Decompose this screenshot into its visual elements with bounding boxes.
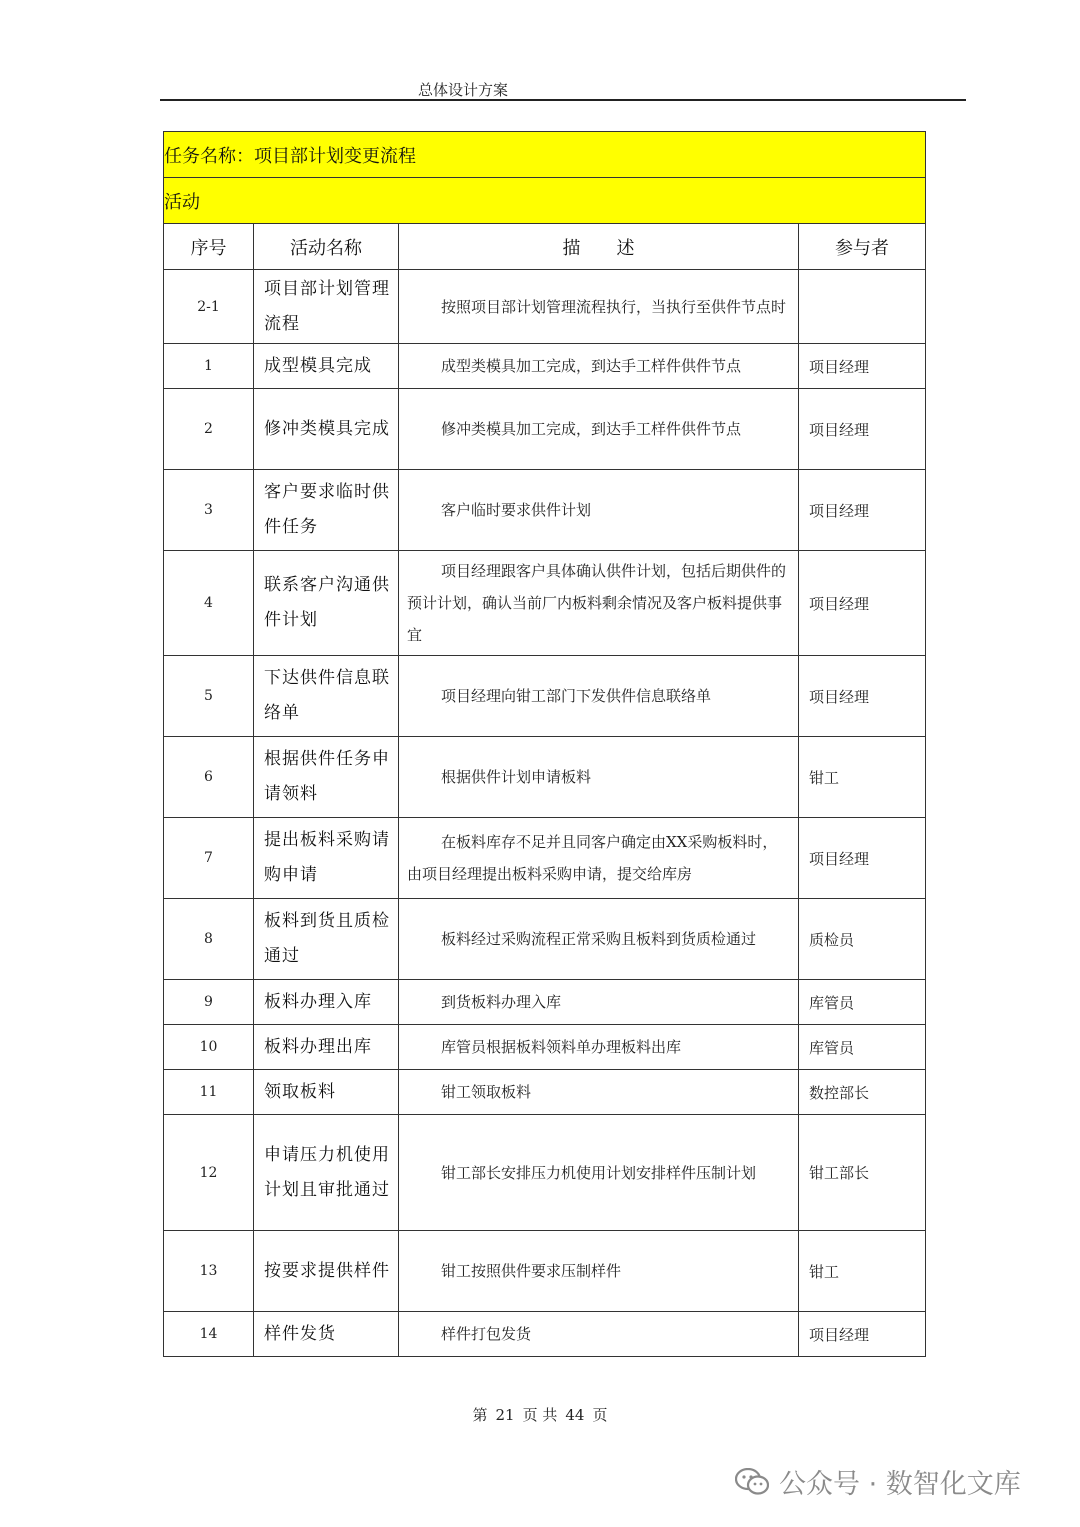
table-row — [164, 1070, 926, 1115]
row-seq: 10 — [164, 1025, 254, 1070]
footer-prefix: 第 — [472, 1406, 488, 1424]
table-row — [164, 1025, 926, 1070]
footer-mid: 页 共 — [522, 1406, 558, 1424]
row-description: 成型类模具加工完成，到达手工样件供件节点 — [399, 344, 799, 389]
row-activity-name: 样件发货 — [254, 1312, 399, 1357]
row-activity-name: 客户要求临时供件任务 — [254, 470, 399, 551]
row-seq: 13 — [164, 1231, 254, 1312]
page-header-title: 总体设计方案 — [418, 81, 509, 99]
row-description: 在板料库存不足并且同客户确定由XX采购板料时，由项目经理提出板料采购申请，提交给库房 — [399, 818, 799, 899]
table-row — [164, 818, 926, 899]
row-seq: 2 — [164, 389, 254, 470]
row-activity-name: 板料办理出库 — [254, 1025, 399, 1070]
row-activity-name: 修冲类模具完成 — [254, 389, 399, 470]
row-description: 项目经理跟客户具体确认供件计划，包括后期供件的预计计划，确认当前厂内板料剩余情况及客户板料提供事宜 — [399, 551, 799, 656]
row-seq: 12 — [164, 1115, 254, 1231]
row-description: 库管员根据板料领料单办理板料出库 — [399, 1025, 799, 1070]
row-activity-name: 申请压力机使用计划且审批通过 — [254, 1115, 399, 1231]
row-participant: 库管员 — [799, 980, 926, 1025]
table-header-row — [164, 224, 926, 270]
table-row — [164, 980, 926, 1025]
task-title: 任务名称：项目部计划变更流程 — [164, 132, 926, 178]
row-seq: 5 — [164, 656, 254, 737]
row-seq: 7 — [164, 818, 254, 899]
task-title-row — [164, 132, 926, 178]
row-description: 板料经过采购流程正常采购且板料到货质检通过 — [399, 899, 799, 980]
row-seq: 3 — [164, 470, 254, 551]
row-participant: 钳工 — [799, 737, 926, 818]
page-footer — [0, 1404, 1080, 1425]
footer-total-pages: 44 — [565, 1406, 585, 1424]
row-activity-name: 根据供件任务申请领料 — [254, 737, 399, 818]
row-activity-name: 板料办理入库 — [254, 980, 399, 1025]
table-row — [164, 551, 926, 656]
row-participant: 项目经理 — [799, 1312, 926, 1357]
table-row — [164, 899, 926, 980]
row-activity-name: 项目部计划管理流程 — [254, 270, 399, 344]
row-participant: 项目经理 — [799, 818, 926, 899]
footer-suffix: 页 — [592, 1406, 608, 1424]
row-seq: 9 — [164, 980, 254, 1025]
row-activity-name: 提出板料采购请购申请 — [254, 818, 399, 899]
row-seq: 11 — [164, 1070, 254, 1115]
row-participant: 数控部长 — [799, 1070, 926, 1115]
table-row — [164, 389, 926, 470]
table-row — [164, 1231, 926, 1312]
row-description: 样件打包发货 — [399, 1312, 799, 1357]
column-header-participant: 参与者 — [799, 224, 926, 270]
row-seq: 14 — [164, 1312, 254, 1357]
row-participant: 钳工部长 — [799, 1115, 926, 1231]
column-header-desc: 描 述 — [399, 224, 799, 270]
row-activity-name: 下达供件信息联络单 — [254, 656, 399, 737]
row-seq: 4 — [164, 551, 254, 656]
row-description: 到货板料办理入库 — [399, 980, 799, 1025]
row-participant — [799, 270, 926, 344]
table-body — [164, 270, 926, 1357]
row-description: 钳工部长安排压力机使用计划安排样件压制计划 — [399, 1115, 799, 1231]
watermark — [735, 1462, 1021, 1501]
row-description: 根据供件计划申请板料 — [399, 737, 799, 818]
footer-page-number: 21 — [495, 1406, 515, 1424]
column-header-seq: 序号 — [164, 224, 254, 270]
table-row — [164, 270, 926, 344]
row-description: 钳工按照供件要求压制样件 — [399, 1231, 799, 1312]
row-activity-name: 领取板料 — [254, 1070, 399, 1115]
header-rule — [160, 99, 966, 101]
row-description: 按照项目部计划管理流程执行，当执行至供件节点时 — [399, 270, 799, 344]
row-seq: 1 — [164, 344, 254, 389]
watermark-text: 公众号 · 数智化文库 — [779, 1469, 1021, 1500]
row-activity-name: 联系客户沟通供件计划 — [254, 551, 399, 656]
row-seq: 2-1 — [164, 270, 254, 344]
row-seq: 8 — [164, 899, 254, 980]
table-row — [164, 737, 926, 818]
table-row — [164, 1115, 926, 1231]
row-participant: 项目经理 — [799, 656, 926, 737]
row-participant: 项目经理 — [799, 470, 926, 551]
row-activity-name: 板料到货且质检通过 — [254, 899, 399, 980]
row-activity-name: 按要求提供样件 — [254, 1231, 399, 1312]
row-description: 钳工领取板料 — [399, 1070, 799, 1115]
table-row — [164, 344, 926, 389]
process-table — [163, 131, 926, 1357]
row-participant: 库管员 — [799, 1025, 926, 1070]
row-participant: 质检员 — [799, 899, 926, 980]
row-participant: 项目经理 — [799, 344, 926, 389]
row-seq: 6 — [164, 737, 254, 818]
row-participant: 钳工 — [799, 1231, 926, 1312]
row-description: 修冲类模具加工完成，到达手工样件供件节点 — [399, 389, 799, 470]
row-participant: 项目经理 — [799, 551, 926, 656]
column-header-name: 活动名称 — [254, 224, 399, 270]
wechat-icon — [735, 1468, 769, 1496]
table-row — [164, 656, 926, 737]
row-description: 客户临时要求供件计划 — [399, 470, 799, 551]
row-activity-name: 成型模具完成 — [254, 344, 399, 389]
activity-label-row — [164, 178, 926, 224]
row-participant: 项目经理 — [799, 389, 926, 470]
row-description: 项目经理向钳工部门下发供件信息联络单 — [399, 656, 799, 737]
activity-label: 活动 — [164, 178, 926, 224]
table-row — [164, 1312, 926, 1357]
table-row — [164, 470, 926, 551]
